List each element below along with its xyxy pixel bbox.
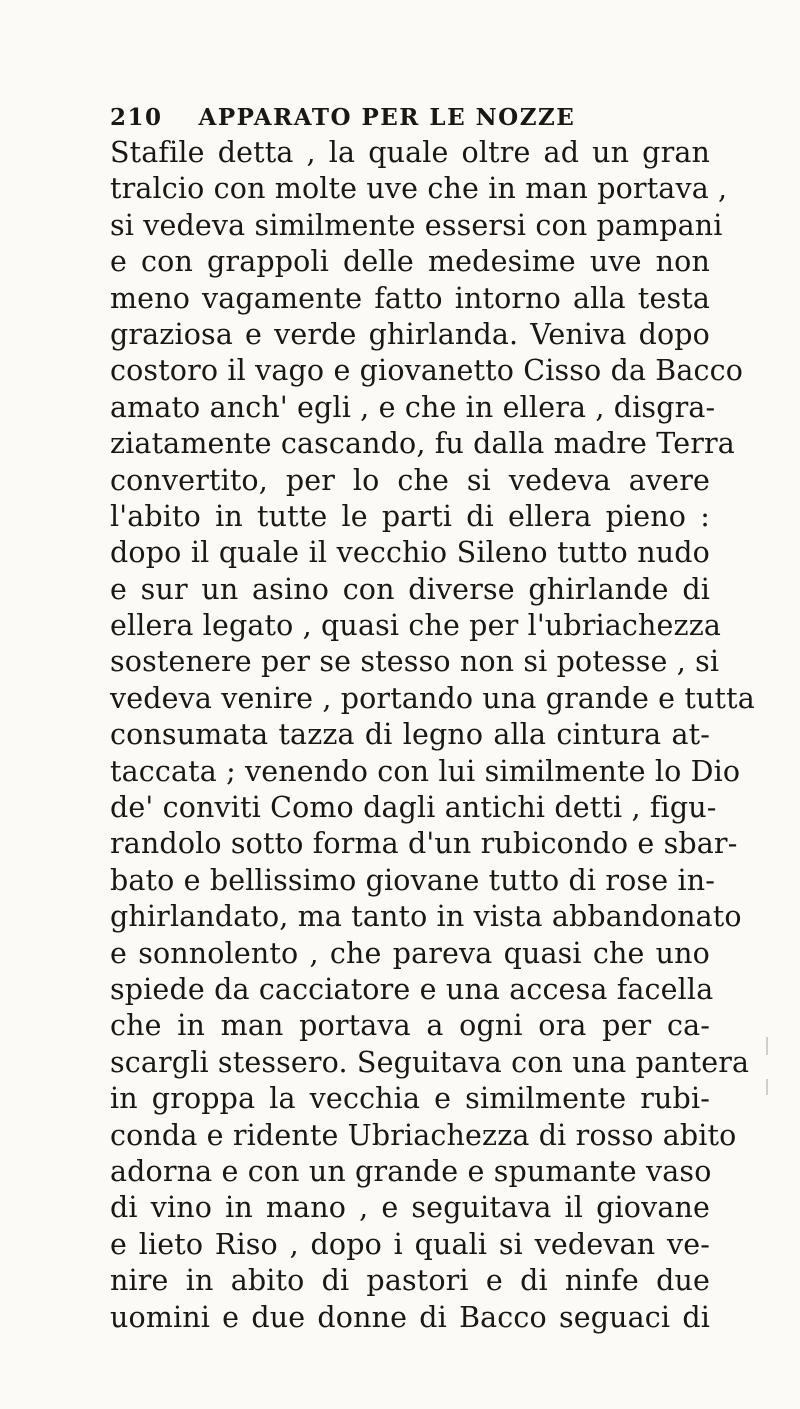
text-line: dopo il quale il vecchio Sileno tutto nudo bbox=[110, 536, 710, 570]
text-line: scargli stessero. Seguitava con una pantera bbox=[110, 1045, 750, 1079]
text-line: meno vagamente fatto intorno alla testa bbox=[110, 281, 710, 315]
text-line: ghirlandato, ma tanto in vista abbandonato bbox=[110, 900, 742, 934]
text-line: taccata ; venendo con lui similmente lo Dio bbox=[110, 754, 741, 788]
text-line: e con grappoli delle medesime uve non bbox=[110, 245, 710, 279]
text-line: conda e ridente Ubriachezza di rosso abito bbox=[110, 1118, 737, 1152]
page-edge-mark bbox=[766, 1079, 768, 1095]
running-title: APPARATO PER LE NOZZE bbox=[198, 103, 576, 131]
text-line: ellera legato , quasi che per l'ubriachezza bbox=[110, 609, 722, 643]
text-line: in groppa la vecchia e similmente rubi- bbox=[110, 1082, 710, 1116]
text-line: vedeva venire , portando una grande e tutta bbox=[110, 681, 755, 715]
page-number: 210 bbox=[110, 103, 163, 131]
text-line: ziatamente cascando, fu dalla madre Terra bbox=[110, 427, 735, 461]
body-text bbox=[110, 135, 755, 1336]
text-line: uomini e due donne di Bacco seguaci di bbox=[110, 1300, 710, 1334]
text-line: consumata tazza di legno alla cintura at- bbox=[110, 718, 710, 752]
text-line: che in man portava a ogni ora per ca- bbox=[110, 1009, 710, 1043]
page-header bbox=[110, 100, 700, 134]
text-line: adorna e con un grande e spumante vaso bbox=[110, 1154, 712, 1188]
text-line: convertito, per lo che si vedeva avere bbox=[110, 463, 710, 497]
text-line: tralcio con molte uve che in man portava , bbox=[110, 172, 728, 206]
text-line: di vino in mano , e seguitava il giovane bbox=[110, 1191, 710, 1225]
text-line: graziosa e verde ghirlanda. Veniva dopo bbox=[110, 317, 710, 351]
text-line: nire in abito di pastori e di ninfe due bbox=[110, 1264, 710, 1298]
text-line: de' conviti Como dagli antichi detti , figu- bbox=[110, 791, 717, 825]
text-line: spiede da cacciatore e una accesa facella bbox=[110, 972, 714, 1006]
text-line: sostenere per se stesso non si potesse , si bbox=[110, 645, 720, 679]
text-line: e sonnolento , che pareva quasi che uno bbox=[110, 936, 710, 970]
text-line: randolo sotto forma d'un rubicondo e sbar- bbox=[110, 827, 738, 861]
text-line: si vedeva similmente essersi con pampani bbox=[110, 208, 723, 242]
page-edge-mark bbox=[766, 1037, 768, 1055]
text-line: e lieto Riso , dopo i quali si vedevan ve- bbox=[110, 1227, 710, 1261]
text-line: amato anch' egli , e che in ellera , disgra- bbox=[110, 390, 716, 424]
text-line: e sur un asino con diverse ghirlande di bbox=[110, 572, 710, 606]
text-line: Stafile detta , la quale oltre ad un gran bbox=[110, 136, 710, 169]
text-line: costoro il vago e giovanetto Cisso da Bacco bbox=[110, 354, 744, 388]
text-line: l'abito in tutte le parti di ellera pieno : bbox=[110, 499, 710, 533]
text-line: bato e bellissimo giovane tutto di rose in- bbox=[110, 863, 716, 897]
